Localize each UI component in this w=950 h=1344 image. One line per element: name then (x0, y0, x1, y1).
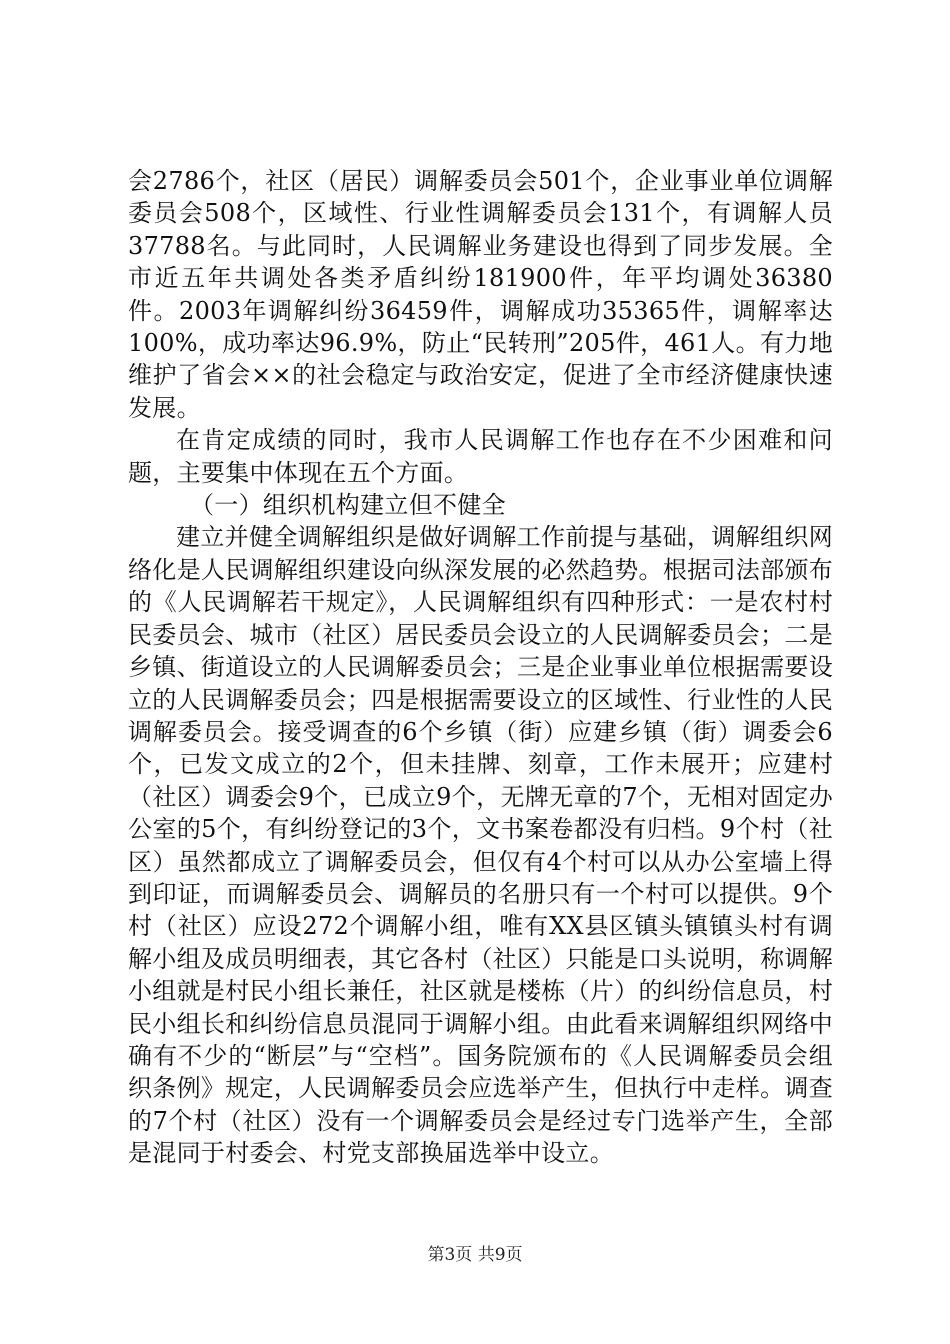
document-body (128, 165, 833, 1170)
page-footer: 第3页 共9页 (427, 1245, 523, 1265)
paragraph-statistics: 会2786个，社区（居民）调解委员会501个，企业事业单位调解委员会508个，区域性、行业性调解委员会131个，有调解人员37788名。与此同时，人民调解业务建设也得到了同步发展。全市近五年共调处各类矛盾纠纷181900件，年平均调处36380件。2003年调解纠纷36459件，调解成功35365件，调解率达100%，成功率达96.9%，防止“民转刑”205件，461人。有力地维护了省会××的社会稳定与政治安定，促进了全市经济健康快速发展。 (128, 167, 833, 422)
paragraph-organization: 建立并健全调解组织是做好调解工作前提与基础，调解组织网络化是人民调解组织建设向纵深发展的必然趋势。根据司法部颁布的《人民调解若干规定》，人民调解组织有四种形式：一是农村村民委员会、城市（社区）居民委员会设立的人民调解委员会；二是乡镇、街道设立的人民调解委员会；三是企业事业单位根据需要设立的人民调解委员会；四是根据需要设立的区域性、行业性的人民调解委员会。接受调查的6个乡镇（街）应建乡镇（街）调委会6个，已发文成立的2个，但未挂牌、刻章，工作未展开；应建村（社区）调委会9个，已成立9个，无牌无章的7个，无相对固定办公室的5个，有纠纷登记的3个，文书案卷都没有归档。9个村（社区）虽然都成立了调解委员会，但仅有4个村可以从办公室墙上得到印证，而调解委员会、调解员的名册只有一个村可以提供。9个村（社区）应设272个调解小组，唯有XX县区镇头镇镇头村有调解小组及成员明细表，其它各村（社区）只能是口头说明，称调解小组就是村民小组长兼任，社区就是楼栋（片）的纠纷信息员，村民小组长和纠纷信息员混同于调解小组。由此看来调解组织网络中确有不少的“断层”与“空档”。国务院颁布的《人民调解委员会组织条例》规定，人民调解委员会应选举产生，但执行中走样。调查的7个村（社区）没有一个调解委员会是经过专门选举产生，全部是混同于村委会、村党支部换届选举中设立。 (128, 523, 833, 1168)
section-heading: （一）组织机构建立但不健全 (190, 491, 506, 520)
paragraph-problems-intro: 在肯定成绩的同时，我市人民调解工作也存在不少困难和问题，主要集中体现在五个方面。 (128, 426, 833, 487)
